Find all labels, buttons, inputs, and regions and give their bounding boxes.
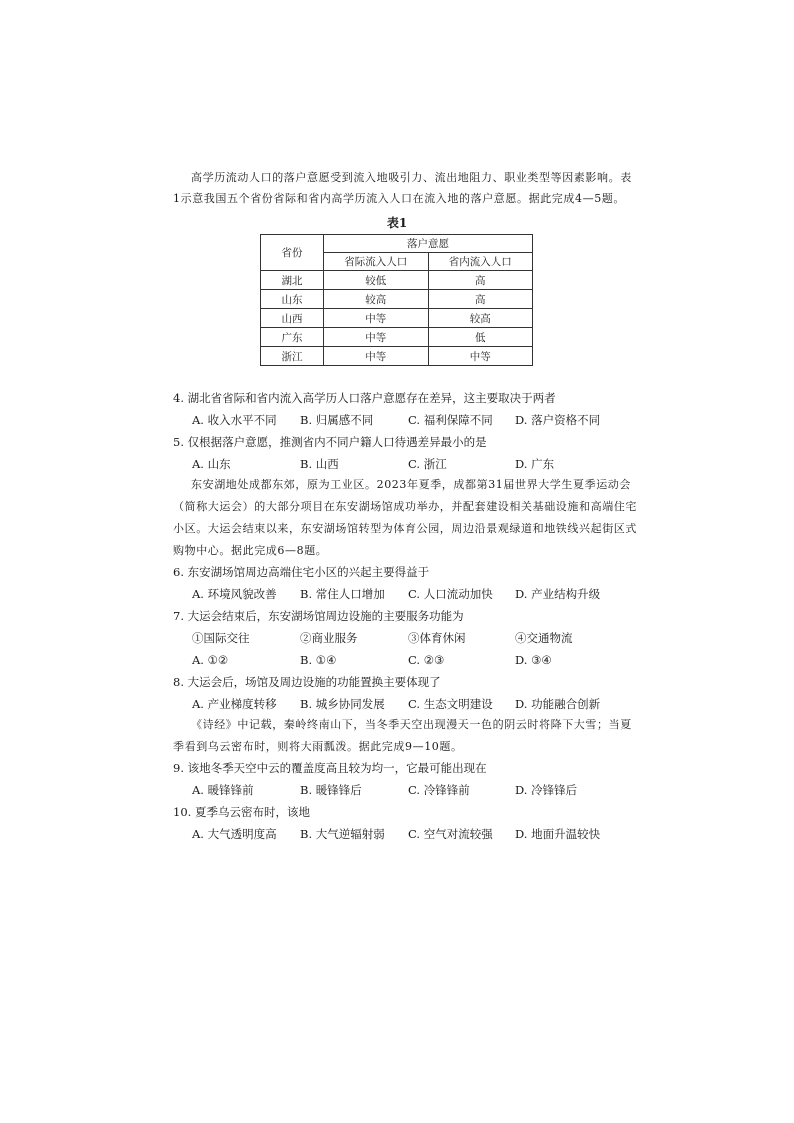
q9-option-b: B. 暖锋锋后	[300, 783, 362, 797]
q10-option-c: C. 空气对流较强	[408, 827, 493, 841]
header-intra-province: 省内流入人口	[428, 253, 533, 271]
q6-option-d: D. 产业结构升级	[515, 587, 601, 601]
q10-option-b: B. 大气逆辐射弱	[300, 827, 385, 841]
q9-option-c: C. 冷锋锋前	[408, 783, 470, 797]
cell-intra: 高	[428, 290, 533, 309]
cell-intra: 中等	[428, 347, 533, 366]
q4-option-c: C. 福利保障不同	[408, 413, 493, 427]
table-row	[261, 328, 533, 347]
header-inter-province: 省际流入人口	[324, 253, 429, 271]
cell-province: 广东	[261, 328, 324, 347]
table-row	[261, 347, 533, 366]
question-6-stem: 6. 东安湖场馆周边高端住宅小区的兴起主要得益于	[173, 565, 430, 579]
q10-option-d: D. 地面升温较快	[515, 827, 601, 841]
table-caption: 表1	[386, 216, 408, 230]
question-7-stem: 7. 大运会结束后，东安湖场馆周边设施的主要服务功能为	[173, 609, 464, 623]
q9-option-d: D. 冷锋锋后	[515, 783, 578, 797]
cell-intra: 低	[428, 328, 533, 347]
intro-1-line-1: 高学历流动人口的落户意愿受到流入地吸引力、流出地阻力、职业类型等因素影响。表	[191, 171, 632, 184]
q4-option-b: B. 归属感不同	[300, 413, 374, 427]
q6-option-b: B. 常住人口增加	[300, 587, 385, 601]
q9-option-a: A. 暖锋锋前	[192, 783, 254, 797]
cell-province: 浙江	[261, 347, 324, 366]
q7-item-4: ④交通物流	[515, 631, 573, 645]
q8-option-c: C. 生态文明建设	[408, 697, 493, 711]
question-4-stem: 4. 湖北省省际和省内流入高学历人口落户意愿存在差异，这主要取决于两者	[173, 391, 556, 405]
q5-option-d: D. 广东	[515, 457, 555, 471]
question-9-stem: 9. 该地冬季天空中云的覆盖度高且较为均一，它最可能出现在	[173, 761, 487, 775]
header-settlement-willingness: 落户意愿	[324, 235, 533, 253]
q6-option-c: C. 人口流动加快	[408, 587, 493, 601]
intro-2-line-3: 小区。大运会结束以来，东安湖场馆转型为体育公园，周边沿景观绿道和地铁线兴起街区式	[173, 522, 637, 535]
q7-item-3: ③体育休闲	[408, 631, 466, 645]
q7-item-1: ①国际交往	[192, 631, 250, 645]
question-8-stem: 8. 大运会后，场馆及周边设施的功能置换主要体现了	[173, 675, 441, 689]
q5-option-c: C. 浙江	[408, 457, 447, 471]
q8-option-a: A. 产业梯度转移	[192, 697, 277, 711]
q6-option-a: A. 环境风貌改善	[192, 587, 277, 601]
cell-province: 山西	[261, 309, 324, 328]
intro-2-line-2: （简称大运会）的大部分项目在东安湖场馆成功举办，并配套建设相关基础设施和高端住宅	[173, 500, 637, 513]
q5-option-a: A. 山东	[192, 457, 231, 471]
q7-option-c: C. ②③	[408, 653, 445, 667]
q7-item-2: ②商业服务	[300, 631, 358, 645]
header-province: 省份	[261, 235, 324, 271]
cell-inter: 较高	[324, 290, 429, 309]
q4-option-a: A. 收入水平不同	[192, 413, 277, 427]
intro-3-line-2: 季看到乌云密布时，则将大雨瓢泼。据此完成9—10题。	[173, 740, 463, 753]
q4-option-d: D. 落户资格不同	[515, 413, 601, 427]
q10-option-a: A. 大气透明度高	[192, 827, 277, 841]
cell-inter: 中等	[324, 328, 429, 347]
table-row	[261, 271, 533, 290]
cell-inter: 较低	[324, 271, 429, 290]
cell-inter: 中等	[324, 347, 429, 366]
question-5-stem: 5. 仅根据落户意愿，推测省内不同户籍人口待遇差异最小的是	[173, 435, 487, 449]
cell-intra: 较高	[428, 309, 533, 328]
q5-option-b: B. 山西	[300, 457, 339, 471]
q7-option-b: B. ①④	[300, 653, 337, 667]
cell-intra: 高	[428, 271, 533, 290]
intro-3-line-1: 《诗经》中记载，秦岭终南山下，当冬季天空出现漫天一色的阴云时将降下大雪；当夏	[191, 718, 632, 731]
intro-2-line-1: 东安湖地处成都东郊，原为工业区。2023年夏季，成都第31届世界大学生夏季运动会	[191, 478, 631, 491]
intro-1-line-2: 1示意我国五个省份省际和省内高学历流入人口在流入地的落户意愿。据此完成4—5题。	[173, 192, 625, 205]
q8-option-b: B. 城乡协同发展	[300, 697, 385, 711]
q7-option-a: A. ①②	[192, 653, 229, 667]
cell-province: 山东	[261, 290, 324, 309]
settlement-table	[260, 234, 533, 366]
question-10-stem: 10. 夏季乌云密布时，该地	[173, 805, 310, 819]
table-row	[261, 309, 533, 328]
q7-option-d: D. ③④	[515, 653, 552, 667]
table-row	[261, 290, 533, 309]
cell-inter: 中等	[324, 309, 429, 328]
q8-option-d: D. 功能融合创新	[515, 697, 601, 711]
cell-province: 湖北	[261, 271, 324, 290]
intro-2-line-4: 购物中心。据此完成6—8题。	[173, 544, 328, 557]
